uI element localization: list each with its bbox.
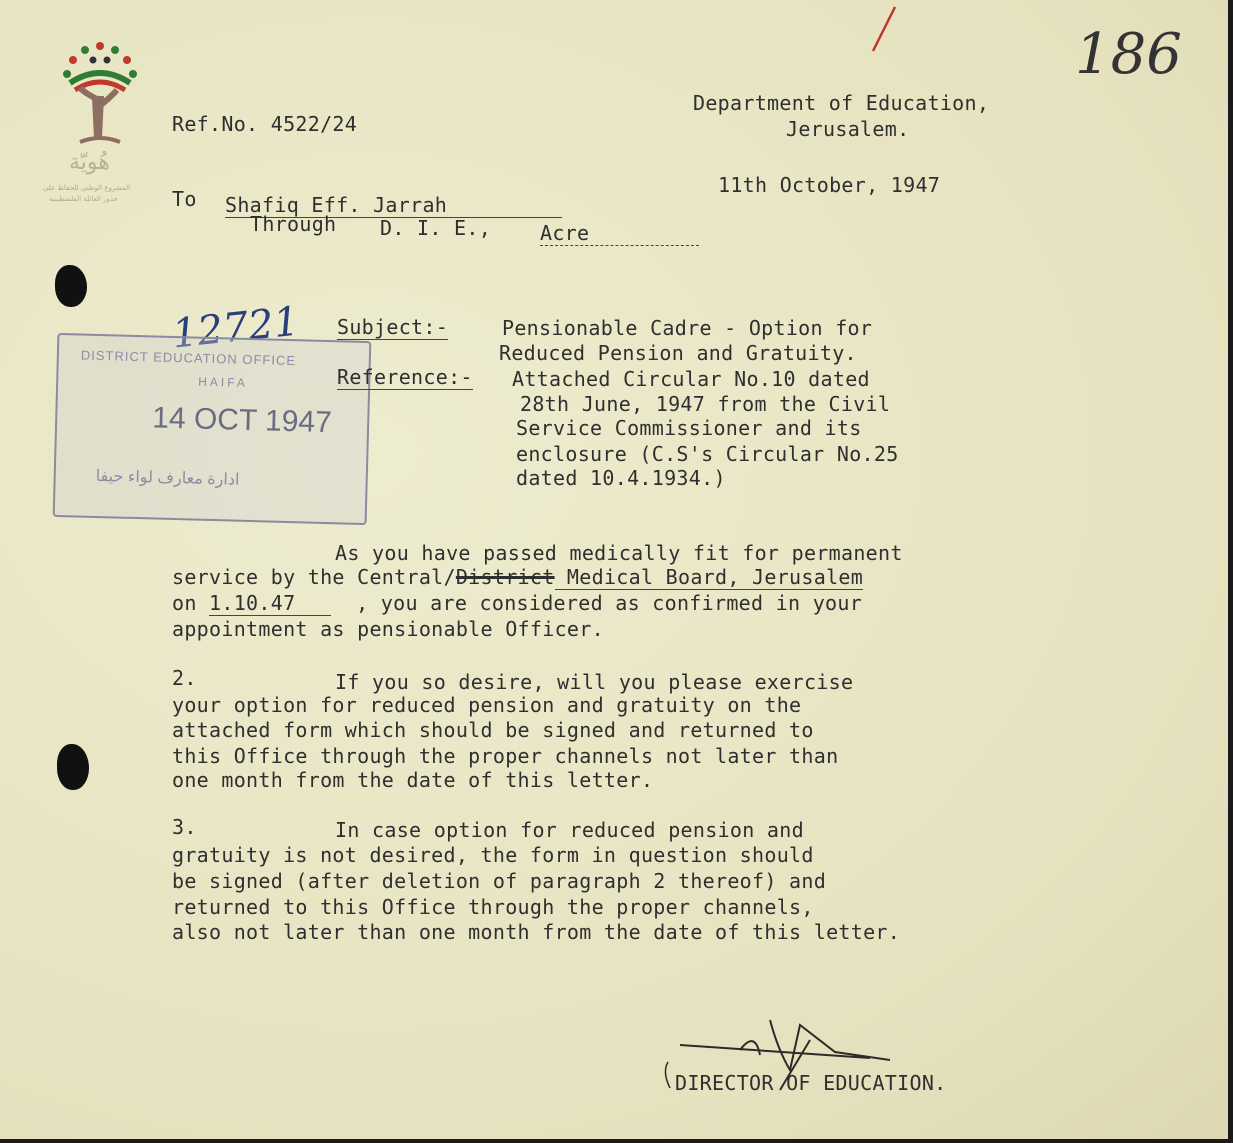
subject-line-2: Reduced Pension and Gratuity. bbox=[499, 341, 857, 365]
subject-line-1: Pensionable Cadre - Option for bbox=[502, 316, 873, 340]
para1-line-4: appointment as pensionable Officer. bbox=[172, 617, 604, 641]
para3-number: 3. bbox=[172, 815, 197, 839]
handwritten-file-number: 12721 bbox=[169, 298, 302, 358]
reference-line-4: enclosure (C.S's Circular No.25 bbox=[516, 442, 899, 466]
page-number: 186 bbox=[1075, 22, 1182, 87]
para3-line-4: returned to this Office through the proper channels, bbox=[172, 895, 814, 919]
para2-line-4: this Office through the proper channels not later than bbox=[172, 744, 839, 768]
subject-label: Subject:- bbox=[337, 315, 449, 339]
para2-line-3: attached form which should be signed and returned to bbox=[172, 718, 814, 742]
para3-line-5: also not later than one month from the date of this letter. bbox=[172, 920, 901, 944]
recipient-name: Shafiq Eff. Jarrah bbox=[225, 193, 562, 218]
reference-number: Ref.No. 4522/24 bbox=[172, 112, 358, 136]
para1-line-3a: on bbox=[172, 591, 210, 615]
para2-line-1: If you so desire, will you please exercise bbox=[335, 670, 854, 694]
red-tick-mark bbox=[865, 5, 905, 55]
para1-line-1: As you have passed medically fit for permanent bbox=[335, 541, 903, 565]
tree-logo bbox=[43, 38, 145, 213]
para1-line-2 bbox=[172, 565, 863, 589]
para2-number: 2. bbox=[172, 666, 197, 690]
reference-line-2: 28th June, 1947 from the Civil bbox=[520, 392, 891, 416]
para3-line-1: In case option for reduced pension and bbox=[335, 818, 804, 842]
para1-line-2a: service by the Central/ bbox=[172, 565, 456, 589]
struck-word: District bbox=[455, 565, 555, 589]
to-label: To bbox=[172, 187, 197, 211]
signatory-title: DIRECTOR OF EDUCATION. bbox=[675, 1071, 947, 1095]
para1-line-2b: Medical Board, Jerusalem bbox=[554, 565, 864, 589]
through-place: Acre bbox=[540, 221, 699, 246]
para1-line-3 bbox=[172, 591, 862, 615]
reference-line-1: Attached Circular No.10 dated bbox=[512, 367, 870, 391]
confirmation-date: 1.10.47 bbox=[209, 591, 331, 616]
para2-line-5: one month from the date of this letter. bbox=[172, 768, 654, 792]
para2-line-2: your option for reduced pension and gratuity on the bbox=[172, 693, 802, 717]
through-label: Through bbox=[250, 212, 337, 236]
para1-line-3b: , you are considered as confirmed in your bbox=[331, 591, 863, 615]
through-office: D. I. E., bbox=[380, 216, 492, 240]
family-tree-icon bbox=[55, 38, 145, 158]
reference-line-3: Service Commissioner and its bbox=[516, 416, 862, 440]
stamp-date: 14 OCT 1947 bbox=[151, 401, 333, 440]
logo-caption-2: جذور العائلة الفلسطينية bbox=[49, 195, 118, 203]
stamp-arabic: ادارة معارف لواء حيفا bbox=[95, 467, 240, 489]
logo-caption-1: المشروع الوطني للحفاظ على bbox=[43, 184, 131, 192]
reference-line-5: dated 10.4.1934.) bbox=[516, 466, 726, 490]
logo-arabic-name: هُويّة bbox=[69, 150, 110, 175]
department-name: Department of Education, bbox=[693, 91, 990, 115]
para3-line-2: gratuity is not desired, the form in question should bbox=[172, 843, 814, 867]
department-city: Jerusalem. bbox=[786, 117, 910, 141]
stamp-city: HAIFA bbox=[198, 374, 249, 390]
stamp-office: DISTRICT EDUCATION OFFICE bbox=[80, 347, 297, 369]
reference-label: Reference:- bbox=[337, 365, 473, 389]
punch-hole-bottom bbox=[57, 744, 89, 790]
punch-hole-top bbox=[55, 265, 87, 307]
para3-line-3: be signed (after deletion of paragraph 2 thereof) and bbox=[172, 869, 827, 893]
received-stamp bbox=[53, 333, 372, 525]
letter-date: 11th October, 1947 bbox=[718, 173, 941, 197]
